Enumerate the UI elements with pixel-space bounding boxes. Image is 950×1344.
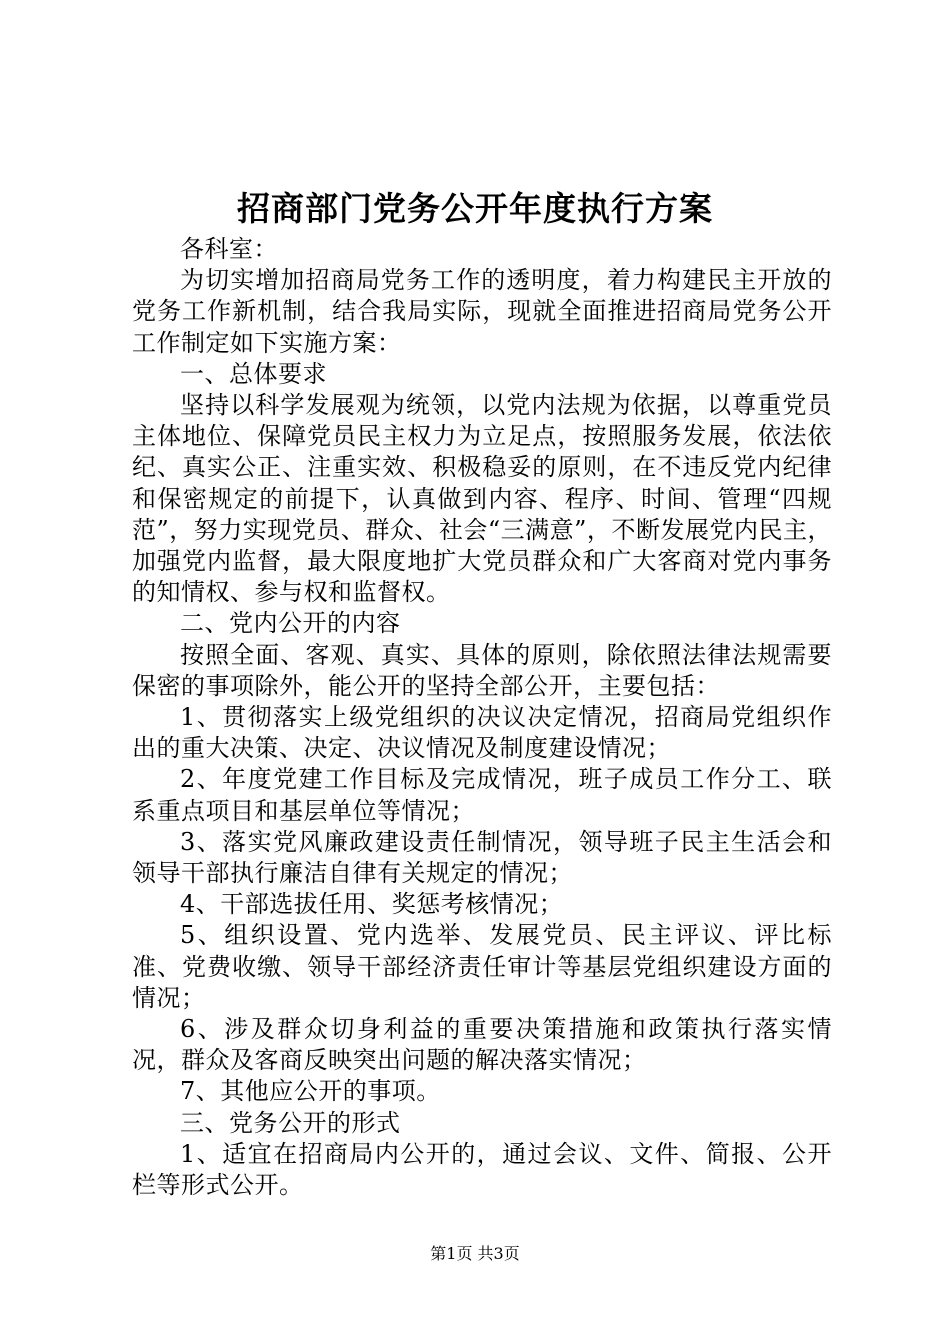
general-requirements-paragraph: 坚持以科学发展观为统领，以党内法规为依据，以尊重党员主体地位、保障党员民主权力为立足点，按照服务发展，依法依纪、真实公正、注重实效、积极稳妥的原则，在不违反党内纪律和保密规定的前提下，认真做到内容、程序、时间、管理“四规范”，努力实现党员、群众、社会“三满意”，不断发展党内民主，加强党内监督，最大限度地扩大党员群众和广大客商对党内事务的知情权、参与权和监督权。 xyxy=(132,391,832,607)
section-heading-disclosure-forms: 三、党务公开的形式 xyxy=(180,1108,401,1137)
disclosure-content-paragraph: 按照全面、客观、真实、具体的原则，除依照法律法规需要保密的事项除外，能公开的坚持全部公开，主要包括： xyxy=(132,640,832,700)
list-item-3: 3、落实党风廉政建设责任制情况，领导班子民主生活会和领导干部执行廉洁自律有关规定的情况； xyxy=(132,827,832,888)
document-body xyxy=(132,234,832,1201)
intro-paragraph: 为切实增加招商局党务工作的透明度，着力构建民主开放的党务工作新机制，结合我局实际，现就全面推进招商局党务公开工作制定如下实施方案： xyxy=(132,266,832,357)
list-item-1: 1、贯彻落实上级党组织的决议决定情况，招商局党组织作出的重大决策、决定、决议情况及制度建设情况； xyxy=(132,703,832,763)
list-item-7: 7、其他应公开的事项。 xyxy=(180,1077,441,1106)
salutation: 各科室： xyxy=(180,235,278,263)
page-footer: 第1页 共3页 xyxy=(430,1244,520,1263)
list-item-4: 4、干部选拔任用、奖惩考核情况； xyxy=(180,890,564,919)
forms-item-1: 1、适宜在招商局内公开的，通过会议、文件、简报、公开栏等形式公开。 xyxy=(132,1139,832,1200)
section-heading-disclosure-content: 二、党内公开的内容 xyxy=(180,609,401,638)
list-item-2: 2、年度党建工作目标及完成情况，班子成员工作分工、联系重点项目和基层单位等情况； xyxy=(132,765,832,825)
section-heading-general-requirements: 一、总体要求 xyxy=(180,359,327,388)
list-item-6: 6、涉及群众切身利益的重要决策措施和政策执行落实情况，群众及客商反映突出问题的解决落实情况； xyxy=(132,1015,832,1075)
list-item-5: 5、组织设置、党内选举、发展党员、民主评议、评比标准、党费收缴、领导干部经济责任审计等基层党组织建设方面的情况； xyxy=(132,921,832,1012)
document-title: 招商部门党务公开年度执行方案 xyxy=(237,189,713,228)
